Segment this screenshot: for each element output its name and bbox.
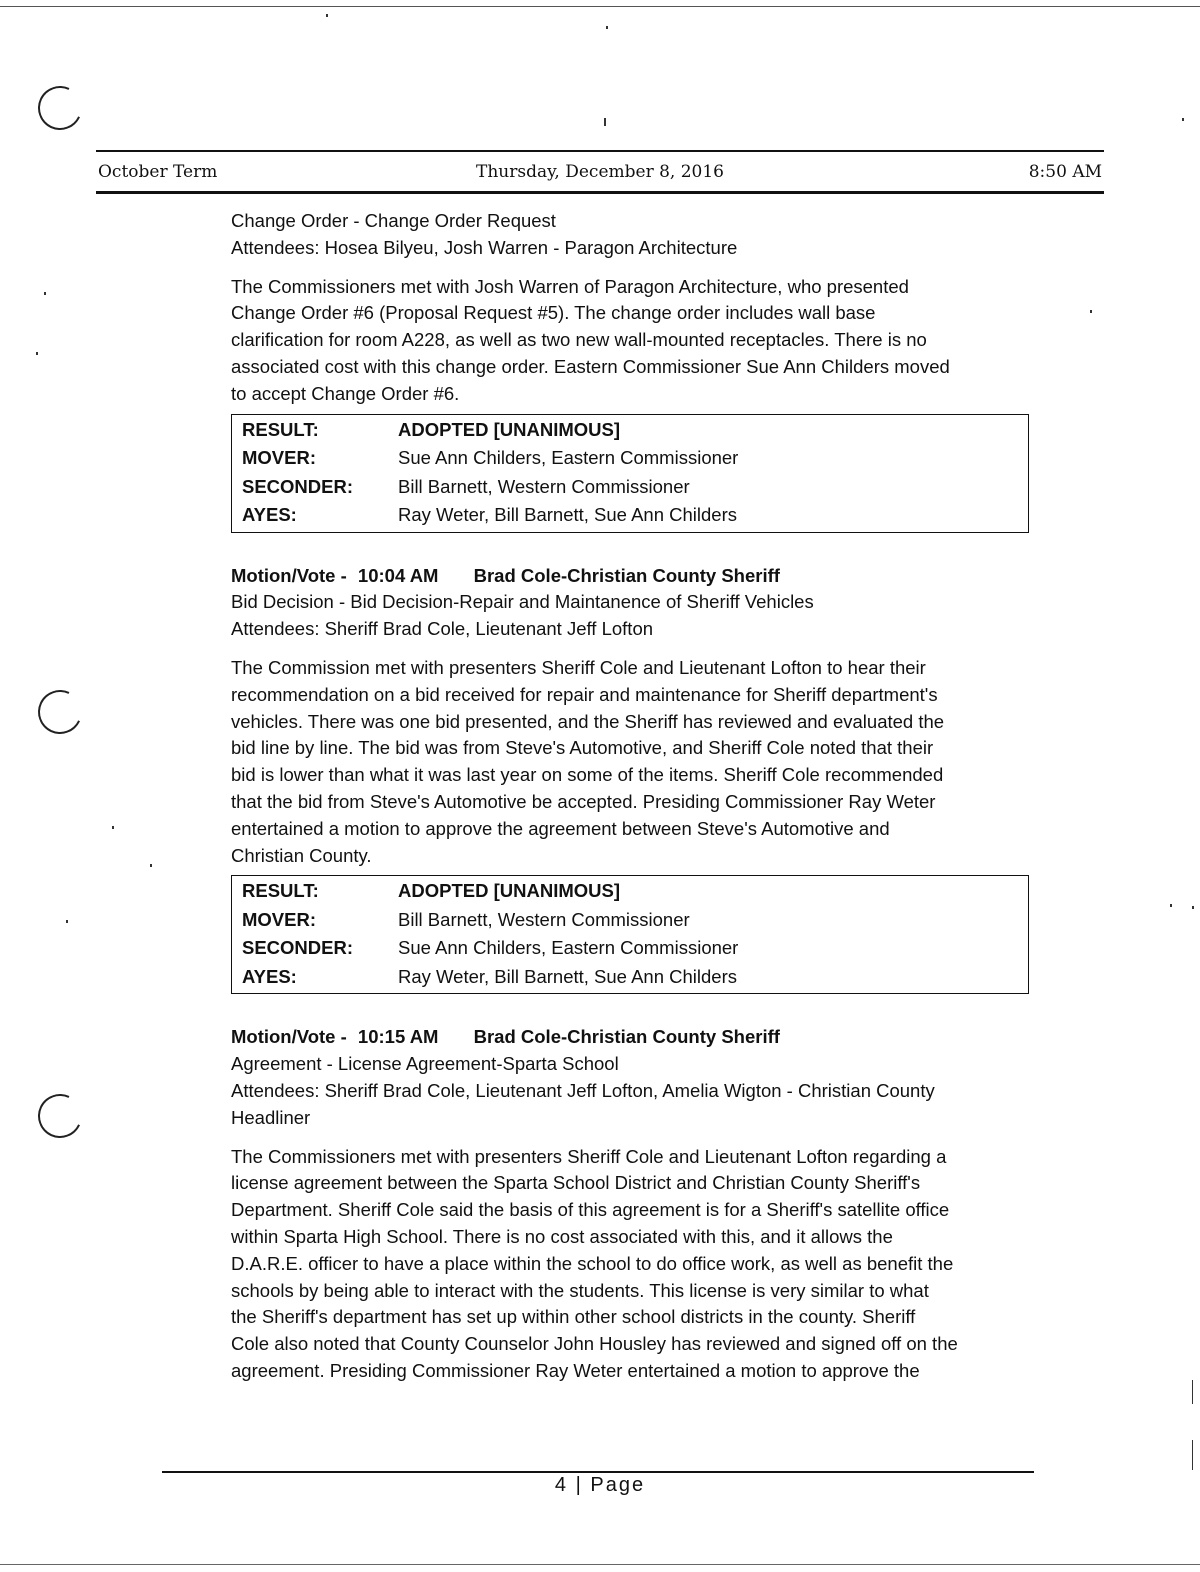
scan-edge-bottom bbox=[0, 1564, 1200, 1565]
description-line: The Commission met with presenters Sheriff Cole and Lieutenant Lofton to hear their bbox=[231, 656, 926, 678]
minutes-content bbox=[231, 208, 1031, 1385]
scan-speck bbox=[604, 118, 606, 126]
punch-hole-icon bbox=[32, 684, 88, 740]
description-line: Change Order #6 (Proposal Request #5). The change order includes wall base bbox=[231, 302, 876, 324]
description-line: the Sheriff's department has set up within other school districts in the county. Sheriff bbox=[231, 1306, 916, 1328]
mover-label: MOVER: bbox=[242, 908, 316, 930]
mover-value: Sue Ann Childers, Eastern Commissioner bbox=[398, 447, 739, 469]
header-term: October Term bbox=[98, 162, 218, 182]
description-line: recommendation on a bid received for repair and maintenance for Sheriff department's bbox=[231, 683, 938, 705]
header-rule-bottom bbox=[96, 191, 1104, 194]
vote-row-ayes bbox=[242, 501, 1018, 530]
seconder-label: SECONDER: bbox=[242, 475, 354, 497]
page-header bbox=[98, 160, 1102, 186]
vote-result-table bbox=[231, 414, 1029, 533]
scan-speck bbox=[1192, 1440, 1193, 1470]
page-number: 4 bbox=[554, 1474, 569, 1496]
description-line: within Sparta High School. There is no cost associated with this, and it allows the bbox=[231, 1225, 893, 1247]
description-line: The Commissioners met with Josh Warren of Paragon Architecture, who presented bbox=[231, 275, 909, 297]
ayes-value: Ray Weter, Bill Barnett, Sue Ann Childers bbox=[398, 504, 737, 526]
header-time: 8:50 AM bbox=[1028, 162, 1102, 182]
page-word: Page bbox=[590, 1474, 646, 1496]
scan-speck bbox=[606, 26, 608, 29]
item-description bbox=[231, 274, 1031, 408]
description-line: associated cost with this change order. Eastern Commissioner Sue Ann Childers moved bbox=[231, 355, 950, 377]
description-line: license agreement between the Sparta School District and Christian County Sheriff's bbox=[231, 1172, 921, 1194]
description-line: vehicles. There was one bid presented, and the Sheriff has reviewed and evaluated the bbox=[231, 710, 945, 732]
punch-hole-icon bbox=[32, 1088, 88, 1144]
description-line: Christian County. bbox=[231, 844, 372, 866]
item-attendees: Attendees: Sheriff Brad Cole, Lieutenant Jeff Lofton, Amelia Wigton - Christian County bbox=[231, 1079, 935, 1101]
vote-row-seconder bbox=[242, 473, 1018, 502]
scan-speck bbox=[1090, 310, 1092, 313]
result-value: ADOPTED [UNANIMOUS] bbox=[398, 418, 620, 440]
vote-row-ayes bbox=[242, 963, 1018, 992]
description-line: to accept Change Order #6. bbox=[231, 382, 460, 404]
mover-label: MOVER: bbox=[242, 447, 316, 469]
scan-speck bbox=[66, 920, 68, 923]
seconder-value: Sue Ann Childers, Eastern Commissioner bbox=[398, 937, 739, 959]
item-type-line: Agreement - License Agreement-Sparta School bbox=[231, 1053, 619, 1075]
page-footer bbox=[0, 1474, 1200, 1497]
description-line: clarification for room A228, as well as two new wall-mounted receptacles. There is no bbox=[231, 329, 927, 351]
vote-row-result bbox=[242, 416, 1018, 445]
scan-speck bbox=[326, 14, 328, 17]
description-line: entertained a motion to approve the agreement between Steve's Automotive and bbox=[231, 817, 890, 839]
footer-rule bbox=[162, 1471, 1034, 1473]
mover-value: Bill Barnett, Western Commissioner bbox=[398, 908, 690, 930]
item-attendees: Attendees: Hosea Bilyeu, Josh Warren - Paragon Architecture bbox=[231, 236, 738, 258]
agenda-item-bid-decision bbox=[231, 563, 1031, 995]
vote-row-result bbox=[242, 877, 1018, 906]
page-separator: | bbox=[575, 1474, 583, 1496]
result-value: ADOPTED [UNANIMOUS] bbox=[398, 880, 620, 902]
ayes-label: AYES: bbox=[242, 504, 297, 526]
vote-result-table bbox=[231, 875, 1029, 994]
description-line: Cole also noted that County Counselor John Housley has reviewed and signed off on the bbox=[231, 1333, 958, 1355]
scan-speck bbox=[44, 292, 46, 295]
item-type-line: Bid Decision - Bid Decision-Repair and Maintanence of Sheriff Vehicles bbox=[231, 591, 814, 613]
result-label: RESULT: bbox=[242, 880, 319, 902]
vote-row-mover bbox=[242, 444, 1018, 473]
vote-row-seconder bbox=[242, 934, 1018, 963]
item-description bbox=[231, 655, 1031, 869]
description-line: bid line by line. The bid was from Steve's Automotive, and Sheriff Cole noted that their bbox=[231, 737, 934, 759]
ayes-value: Ray Weter, Bill Barnett, Sue Ann Childers bbox=[398, 965, 737, 987]
agenda-item-license-agreement bbox=[231, 1024, 1031, 1384]
seconder-label: SECONDER: bbox=[242, 937, 354, 959]
description-line: bid is lower than what it was last year on some of the items. Sheriff Cole recommended bbox=[231, 764, 944, 786]
heading-time: 10:15 AM bbox=[357, 1026, 439, 1048]
heading-time: 10:04 AM bbox=[357, 564, 439, 586]
scan-speck bbox=[112, 826, 114, 829]
result-label: RESULT: bbox=[242, 418, 319, 440]
scan-speck bbox=[1192, 1380, 1193, 1404]
scan-speck bbox=[36, 352, 38, 355]
heading-presenter: Brad Cole-Christian County Sheriff bbox=[473, 1026, 780, 1048]
scan-speck bbox=[150, 864, 152, 867]
description-line: The Commissioners met with presenters Sheriff Cole and Lieutenant Lofton regarding a bbox=[231, 1145, 947, 1167]
item-type-line: Change Order - Change Order Request bbox=[231, 210, 556, 231]
description-line: Department. Sheriff Cole said the basis of this agreement is for a Sheriff's satellite office bbox=[231, 1199, 950, 1221]
header-rule-top bbox=[96, 150, 1104, 152]
scan-speck bbox=[1192, 906, 1194, 909]
item-description bbox=[231, 1144, 1031, 1385]
description-line: D.A.R.E. officer to have a place within the school to do office work, as well as benefit the bbox=[231, 1252, 954, 1274]
item-attendees: Attendees: Sheriff Brad Cole, Lieutenant Jeff Lofton bbox=[231, 618, 654, 640]
heading-label: Motion/Vote - bbox=[231, 564, 347, 586]
scan-speck bbox=[1170, 904, 1172, 907]
ayes-label: AYES: bbox=[242, 965, 297, 987]
item-heading bbox=[231, 1024, 1031, 1051]
seconder-value: Bill Barnett, Western Commissioner bbox=[398, 475, 690, 497]
heading-label: Motion/Vote - bbox=[231, 1026, 347, 1048]
header-date: Thursday, December 8, 2016 bbox=[475, 162, 724, 182]
item-heading bbox=[231, 563, 1031, 590]
vote-row-mover bbox=[242, 906, 1018, 935]
description-line: agreement. Presiding Commissioner Ray Weter entertained a motion to approve the bbox=[231, 1359, 920, 1381]
description-line: schools by being able to interact with the students. This license is very similar to what bbox=[231, 1279, 929, 1301]
heading-presenter: Brad Cole-Christian County Sheriff bbox=[473, 564, 780, 586]
scan-edge-top bbox=[0, 6, 1200, 7]
punch-hole-icon bbox=[32, 80, 88, 136]
item-attendees-continued: Headliner bbox=[231, 1106, 311, 1128]
agenda-item-change-order bbox=[231, 208, 1031, 533]
description-line: that the bid from Steve's Automotive be accepted. Presiding Commissioner Ray Weter bbox=[231, 790, 936, 812]
scan-speck bbox=[1182, 118, 1184, 121]
